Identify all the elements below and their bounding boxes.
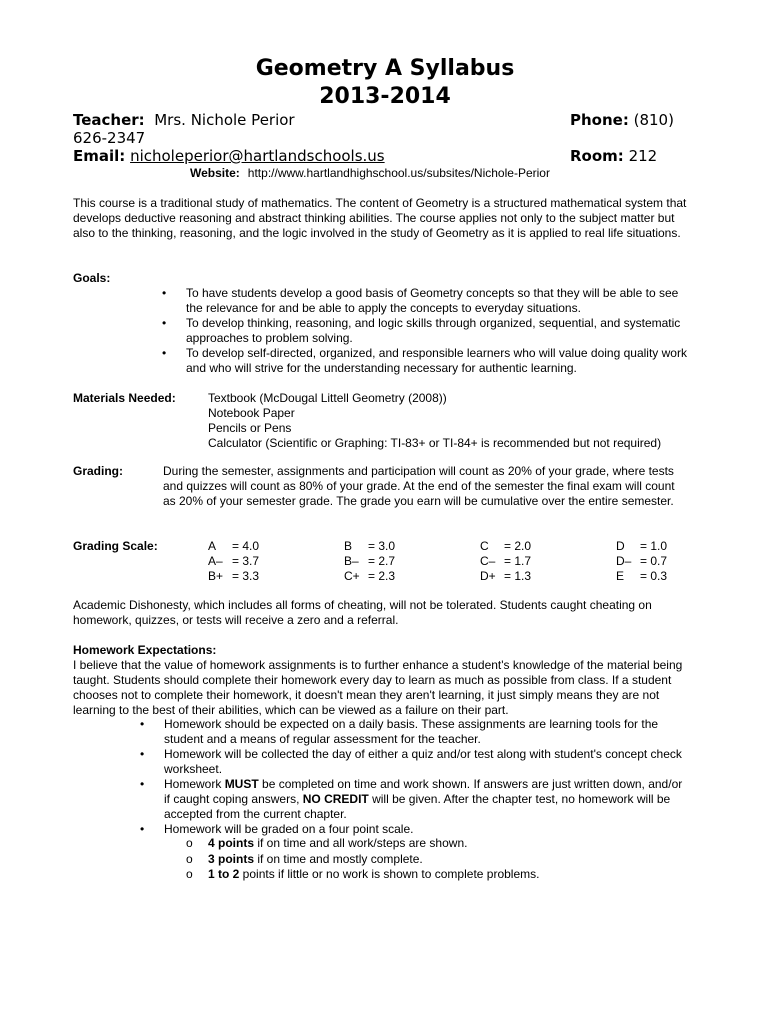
email-line	[73, 147, 385, 165]
material-item: Notebook Paper	[208, 406, 295, 420]
grading-scale-label: Grading Scale:	[73, 539, 158, 553]
academic-dishonesty: Academic Dishonesty, which includes all forms of cheating, will not be tolerated. Students caught cheating on homework, quizzes, or tests will receive a zero and a referral.	[73, 598, 652, 627]
email-link[interactable]: nicholeperior@hartlandschools.us	[130, 147, 385, 165]
bullet-icon: •	[162, 346, 167, 360]
points-item: o 1 to 2 points if little or no work is shown to complete problems.	[186, 867, 540, 881]
goal-item: • To develop self-directed, organized, and responsible learners who will value doing quality work and who will strive for the understanding necessary for authentic learning.	[162, 346, 687, 375]
bullet-icon: •	[162, 316, 167, 330]
grade-row: E = 0.3	[616, 569, 668, 583]
phone-label: Phone:	[570, 111, 629, 129]
school-year: 2013-2014	[319, 84, 451, 109]
grading-scale-column	[344, 539, 395, 584]
grade-row: B = 3.0	[344, 539, 396, 553]
circle-bullet-icon: o	[186, 836, 193, 850]
homework-label: Homework Expectations:	[73, 643, 217, 657]
teacher-label: Teacher:	[73, 111, 145, 129]
bullet-icon: •	[140, 777, 145, 791]
phone-value-part1: (810)	[633, 111, 674, 129]
points-item: o 3 points if on time and mostly complete.	[186, 851, 423, 866]
materials-label: Materials Needed:	[73, 391, 176, 405]
goals-label: Goals:	[73, 271, 111, 285]
page-title: Geometry A Syllabus	[255, 56, 515, 81]
homework-item: • Homework will be graded on a four point scale.	[140, 822, 414, 836]
teacher-name: Mrs. Nichole Perior	[154, 111, 295, 129]
goal-item: • To develop thinking, reasoning, and logic skills through organized, sequential, and systematic approaches to problem solving.	[162, 316, 681, 345]
homework-item: • Homework should be expected on a daily basis. These assignments are learning tools for the student and a means of regular assessment for the teacher.	[140, 717, 659, 746]
grade-row: C = 2.0	[480, 539, 532, 553]
circle-bullet-icon: o	[186, 867, 193, 881]
goal-item: • To have students develop a good basis of Geometry concepts so that they will be able to see the relevance for and be able to apply the concepts to everyday situations.	[162, 286, 679, 315]
website-link[interactable]: http://www.hartlandhighschool.us/subsites/Nichole-Perior	[247, 166, 550, 180]
teacher-line	[73, 111, 295, 129]
grade-row: D = 1.0	[616, 539, 668, 553]
grade-row: B+ = 3.3	[208, 569, 260, 583]
room-line	[570, 147, 657, 165]
phone-value-part2: 626-2347	[73, 129, 146, 147]
grade-row: D– = 0.7	[616, 554, 668, 568]
website-label: Website:	[190, 166, 240, 180]
homework-list	[140, 717, 688, 837]
grade-row: A– = 3.7	[208, 554, 260, 568]
grade-row: B– = 2.7	[344, 554, 396, 568]
room-label: Room:	[570, 147, 624, 165]
bullet-icon: •	[140, 822, 145, 836]
material-item: Calculator (Scientific or Graphing: TI-83+ or TI-84+ is recommended but not required)	[208, 436, 662, 450]
material-item: Pencils or Pens	[208, 421, 292, 435]
room-value: 212	[628, 147, 658, 165]
grading-text: During the semester, assignments and participation will count as 20% of your grade, where tests and quizzes will count as 80% of your grade. At the end of the semester the final exam will count as 20% of your semester grade. The grade you earn will be cumulative over the entire semester.	[163, 464, 675, 508]
material-item: Textbook (McDougal Littell Geometry (2008))	[208, 391, 447, 405]
email-label: Email:	[73, 147, 126, 165]
materials-list	[208, 391, 661, 451]
bullet-icon: •	[140, 717, 145, 731]
grading-scale-column	[208, 539, 259, 584]
grade-row: A = 4.0	[208, 539, 260, 553]
grade-row: D+ = 1.3	[480, 569, 532, 583]
bullet-icon: •	[140, 747, 145, 761]
website-line	[190, 166, 550, 180]
grading-scale-column	[616, 539, 667, 584]
grade-row: C+ = 2.3	[344, 569, 396, 583]
course-intro: This course is a traditional study of mathematics. The content of Geometry is a structured mathematical system that develops deductive reasoning and abstract thinking abilities. The course applies not only to the subject matter but also to the thinking, reasoning, and the logic involved in the study of Geometry as it is applied to real life situations.	[73, 196, 687, 240]
homework-intro: I believe that the value of homework assignments is to further enhance a student's knowledge of the material being taught. Students should complete their homework every day to learn as much as possible from class. If a student chooses not to complete their homework, it doesn't mean they aren't learning, it just simply means they are not learning to the best of their abilities, which can be viewed as a failure on their part.	[73, 658, 683, 717]
homework-item: • Homework MUST be completed on time and work shown. If answers are just written down, and/or if caught coping answers, NO CREDIT will be given. After the chapter test, no homework will be accepted from the current chapter.	[140, 777, 683, 821]
homework-item: • Homework will be collected the day of either a quiz and/or test along with student's concept check worksheet.	[140, 747, 682, 776]
grade-row: C– = 1.7	[480, 554, 532, 568]
grading-label: Grading:	[73, 464, 123, 478]
bullet-icon: •	[162, 286, 167, 300]
circle-bullet-icon: o	[186, 851, 193, 866]
points-scale-list	[186, 836, 539, 883]
grading-scale-column	[480, 539, 531, 584]
goals-list	[162, 286, 692, 376]
points-item: o 4 points if on time and all work/steps are shown.	[186, 836, 468, 850]
phone-line	[570, 111, 674, 129]
